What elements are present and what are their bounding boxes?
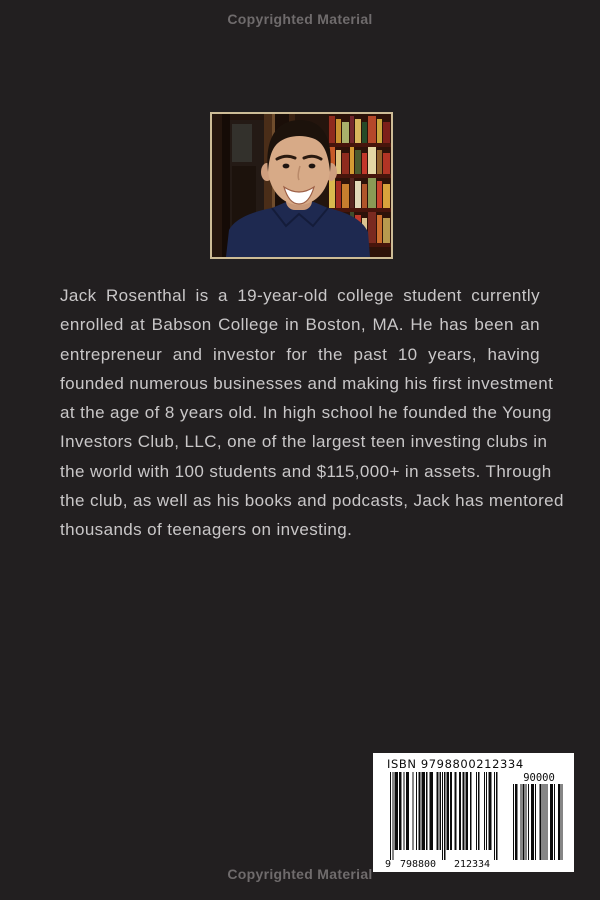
bio-line: at the age of 8 years old. In high school he founded the Young: [60, 403, 552, 423]
bio-paragraph: [60, 281, 564, 545]
bio-line: the club, as well as his books and podcasts, Jack has mentored: [60, 491, 564, 511]
bio-line: Investors Club, LLC, one of the largest teen investing clubs in: [60, 432, 548, 452]
barcode-digits-group1: 798800: [399, 859, 437, 869]
supplement-barcode: [510, 772, 566, 860]
author-photo: [210, 112, 393, 259]
barcode-panel: [373, 753, 574, 872]
bottom-copyright-banner: Copyrighted Material: [227, 866, 373, 882]
bio-line: thousands of teenagers on investing.: [60, 520, 353, 540]
barcode-digit-first: 9: [385, 859, 392, 869]
isbn-label: ISBN 9798800212334: [387, 757, 524, 771]
barcode-digits-group2: 212334: [453, 859, 491, 869]
author-portrait-illustration: [212, 114, 391, 257]
bio-line: the world with 100 students and $115,000+ in assets. Through: [60, 461, 552, 481]
ean13-barcode: [385, 772, 503, 869]
bio-line: Jack Rosenthal is a 19-year-old college student currently: [60, 286, 540, 305]
top-copyright-banner: Copyrighted Material: [227, 11, 373, 27]
bio-line: entrepreneur and investor for the past 10 years, having: [60, 344, 540, 364]
bio-line: founded numerous businesses and making his first investment: [60, 373, 554, 393]
supplement-label: 90000: [523, 772, 555, 784]
bio-line: enrolled at Babson College in Boston, MA. He has been an: [60, 315, 540, 335]
